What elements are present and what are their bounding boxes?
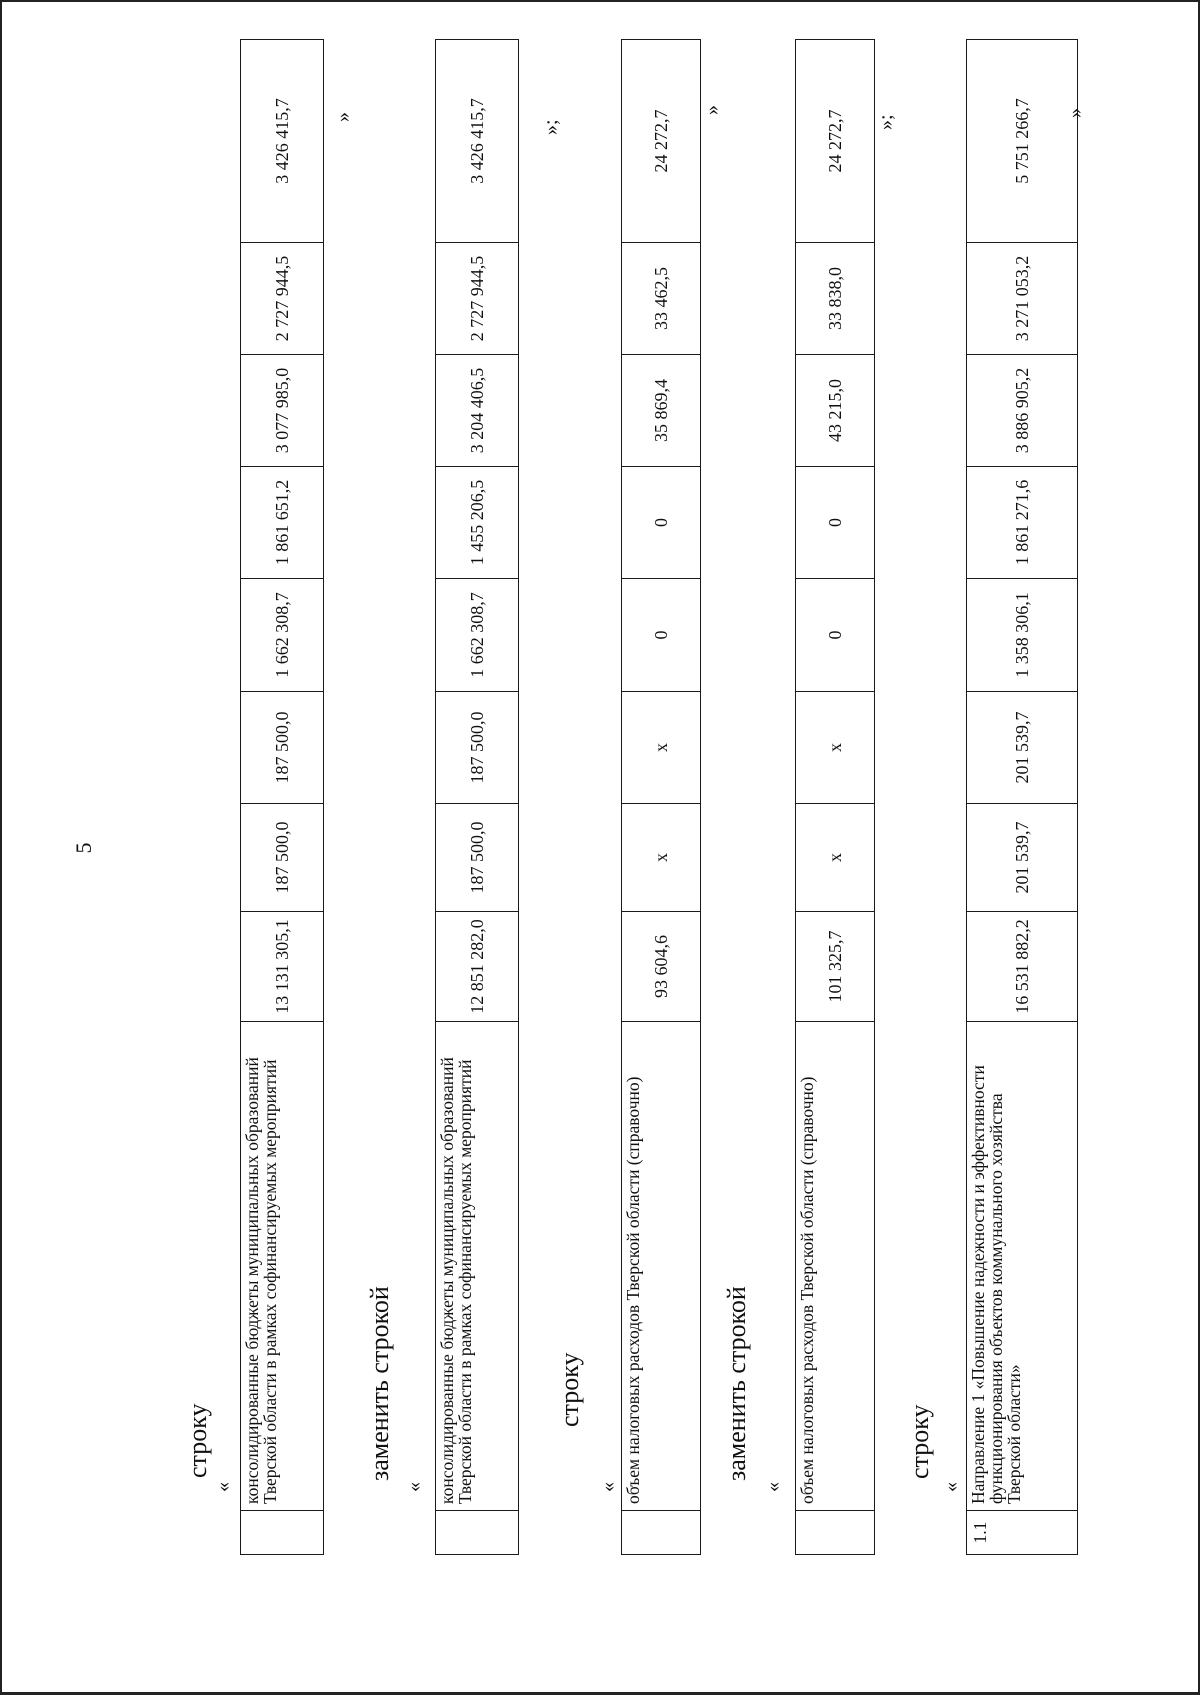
value-cell: 0 bbox=[622, 579, 701, 692]
section-2-open-quote: « bbox=[403, 1482, 425, 1492]
row-description: консолидированные бюджеты муниципальных образований Тверской области в рамках софинансируемых мероприятий bbox=[436, 1022, 519, 1511]
value-cell: 93 604,6 bbox=[622, 912, 701, 1022]
value-cell: 0 bbox=[622, 467, 701, 579]
section-4-table bbox=[795, 39, 875, 1555]
section-3-close-quote: » bbox=[701, 105, 723, 115]
value-cell: 1 358 306,1 bbox=[967, 579, 1078, 692]
value-cell: х bbox=[622, 692, 701, 804]
value-cell: 1 662 308,7 bbox=[436, 579, 519, 692]
value-cell: 24 272,7 bbox=[796, 40, 875, 243]
row-index bbox=[796, 1511, 875, 1555]
value-cell: 3 886 905,2 bbox=[967, 355, 1078, 467]
section-4-close-quote: »; bbox=[875, 114, 897, 130]
section-2-table bbox=[435, 39, 519, 1555]
value-cell: 201 539,7 bbox=[967, 804, 1078, 912]
value-cell: 1 861 271,6 bbox=[967, 467, 1078, 579]
value-cell: 3 204 406,5 bbox=[436, 355, 519, 467]
value-cell: 187 500,0 bbox=[241, 804, 324, 912]
value-cell: 187 500,0 bbox=[241, 692, 324, 804]
value-cell: 2 727 944,5 bbox=[241, 243, 324, 355]
value-cell: 33 462,5 bbox=[622, 243, 701, 355]
section-1-open-quote: « bbox=[212, 1482, 234, 1492]
value-cell: 12 851 282,0 bbox=[436, 912, 519, 1022]
value-cell: 0 bbox=[796, 579, 875, 692]
row-description: консолидированные бюджеты муниципальных образований Тверской области в рамках софинансируемых мероприятий bbox=[241, 1022, 324, 1511]
value-cell: 0 bbox=[796, 467, 875, 579]
section-5-table bbox=[966, 39, 1078, 1555]
value-cell: 24 272,7 bbox=[622, 40, 701, 243]
section-1-close-quote: » bbox=[332, 112, 354, 122]
page-number: 5 bbox=[71, 842, 96, 854]
value-cell: 13 131 305,1 bbox=[241, 912, 324, 1022]
value-cell: 1 662 308,7 bbox=[241, 579, 324, 692]
section-5-close-quote: » bbox=[1064, 108, 1086, 118]
row-description: Направление 1 «Повышение надежности и эффективности функционирования объектов коммунального хозяйства Тверской области» bbox=[967, 1022, 1078, 1511]
value-cell: х bbox=[796, 804, 875, 912]
row-index bbox=[622, 1511, 701, 1555]
table-row bbox=[622, 40, 701, 1555]
table-row bbox=[436, 40, 519, 1555]
row-description: объем налоговых расходов Тверской области (справочно) bbox=[796, 1022, 875, 1511]
value-cell: 43 215,0 bbox=[796, 355, 875, 467]
section-3-open-quote: « bbox=[597, 1482, 619, 1492]
table-row bbox=[796, 40, 875, 1555]
value-cell: 1 455 206,5 bbox=[436, 467, 519, 579]
value-cell: 16 531 882,2 bbox=[967, 912, 1078, 1022]
section-5-open-quote: « bbox=[940, 1482, 962, 1492]
value-cell: 5 751 266,7 bbox=[967, 40, 1078, 243]
value-cell: 187 500,0 bbox=[436, 692, 519, 804]
value-cell: 2 727 944,5 bbox=[436, 243, 519, 355]
table-row bbox=[967, 40, 1078, 1555]
value-cell: 201 539,7 bbox=[967, 692, 1078, 804]
section-4-open-quote: « bbox=[762, 1482, 784, 1492]
section-3-table bbox=[621, 39, 701, 1555]
table-row bbox=[241, 40, 324, 1555]
section-3-label: строку bbox=[555, 1352, 584, 1427]
row-index bbox=[241, 1511, 324, 1555]
value-cell: х bbox=[796, 692, 875, 804]
value-cell: 35 869,4 bbox=[622, 355, 701, 467]
value-cell: х bbox=[622, 804, 701, 912]
section-1-label: строку bbox=[183, 1403, 212, 1478]
section-1-table bbox=[240, 39, 324, 1555]
section-5-label: строку bbox=[905, 1404, 934, 1479]
value-cell: 3 077 985,0 bbox=[241, 355, 324, 467]
value-cell: 187 500,0 bbox=[436, 804, 519, 912]
row-index bbox=[436, 1511, 519, 1555]
row-description: объем налоговых расходов Тверской области (справочно) bbox=[622, 1022, 701, 1511]
value-cell: 3 426 415,7 bbox=[436, 40, 519, 243]
value-cell: 3 426 415,7 bbox=[241, 40, 324, 243]
section-2-close-quote: »; bbox=[540, 119, 562, 135]
section-4-label: заменить строкой bbox=[722, 1286, 751, 1481]
value-cell: 101 325,7 bbox=[796, 912, 875, 1022]
row-index: 1.1 bbox=[967, 1511, 1078, 1555]
value-cell: 33 838,0 bbox=[796, 243, 875, 355]
value-cell: 3 271 053,2 bbox=[967, 243, 1078, 355]
section-2-label: заменить строкой bbox=[365, 1286, 394, 1481]
value-cell: 1 861 651,2 bbox=[241, 467, 324, 579]
